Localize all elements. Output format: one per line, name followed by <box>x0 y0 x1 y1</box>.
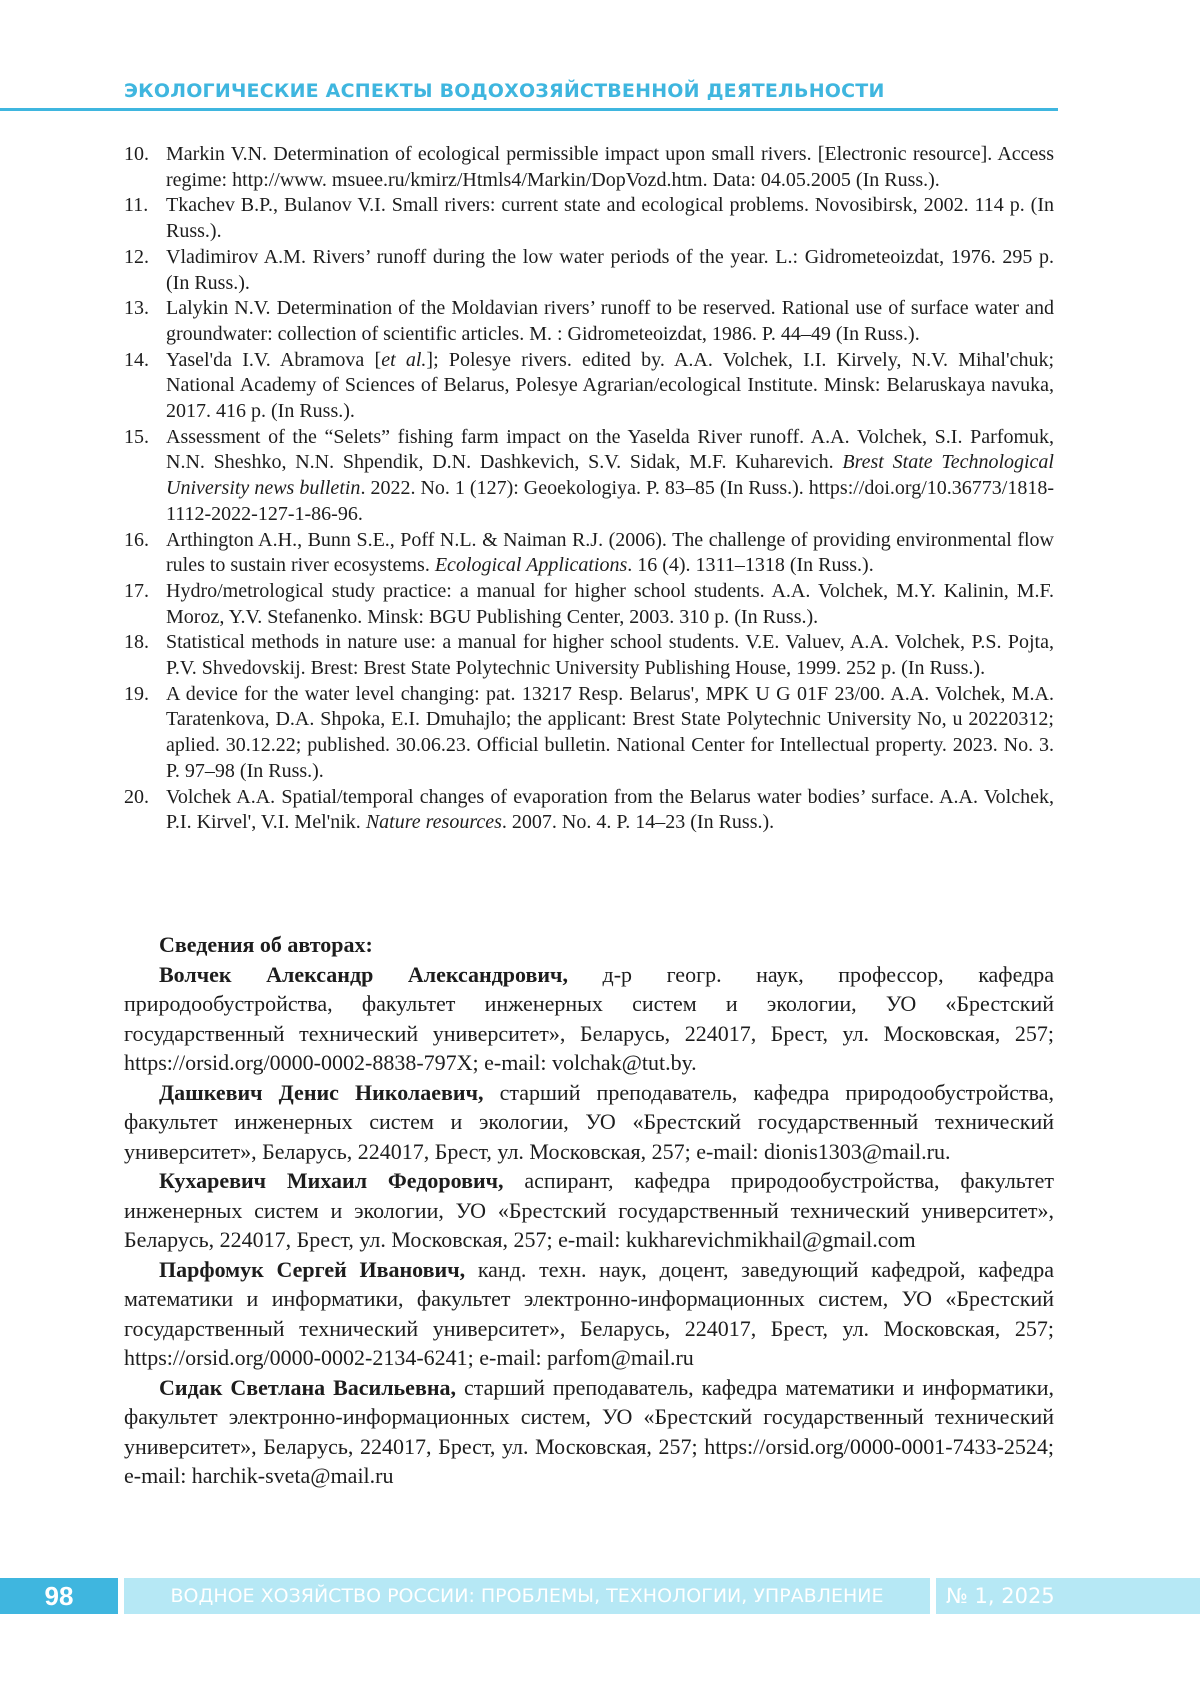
author-name: Дашкевич Денис Николаевич, <box>159 1079 484 1105</box>
reference-text: A device for the water level changing: pat. 13217 Resp. Belarus', MPK U G 01F 23/00. A.A. Volchek, M.A. Taratenkova, D.A. Shpoka, E.I. Dmuhajlo; the applicant: Brest State Polytechnic University No, u 20220312; aplied. 30.12.22; published. 30.06.23. Official bulletin. National Center for Intellectual property. 2023. No. 3. P. 97–98 (In Russ.). <box>166 682 1054 782</box>
reference-italic-text: et al. <box>381 348 427 371</box>
reference-number: 12. <box>124 245 149 268</box>
reference-number: 15. <box>124 425 149 448</box>
author-entry <box>124 960 1054 1078</box>
reference-item <box>124 785 1054 836</box>
author-details: старший преподаватель, кафедра природообустройства, факультет инженерных систем и экологии, УО «Брестский государственный технический университет», Беларусь, 224017, Брест, ул. Московская, 257; e-mail: dionis1303@mail.ru. <box>124 1079 1054 1164</box>
page-number: 98 <box>0 1578 118 1614</box>
author-name: Волчек Александр Александрович, <box>159 961 568 987</box>
author-entry <box>124 1373 1054 1491</box>
reference-number: 11. <box>124 194 149 217</box>
authors-section <box>124 930 1054 1491</box>
author-details: д-р геогр. наук, профессор, кафедра природообустройства, факультет инженерных систем и экологии, УО «Брестский государственный технический университет», Беларусь, 224017, Брест, ул. Московская, 257; https://orsid.org/0000-0002-8838-797X; e-mail: volchak@tut.by. <box>124 961 1054 1075</box>
reference-number: 10. <box>124 143 149 165</box>
reference-text: . 2007. No. 4. P. 14–23 (In Russ.). <box>501 811 775 834</box>
reference-text: Vladimirov A.M. Rivers’ runoff during the low water periods of the year. L.: Gidrometeoizdat, 1976. 295 p. (In Russ.). <box>166 245 1054 294</box>
reference-text: Assessment of the “Selets” fishing farm impact on the Yaselda River runoff. A.A. Volchek, S.I. Parfomuk, N.N. Sheshko, N.N. Shpendik, D.N. Dashkevich, S.V. Sidak, M.F. Kuharevich. <box>166 425 1054 474</box>
reference-item <box>124 348 1054 425</box>
reference-text: . 2022. No. 1 (127): Geoekologiya. P. 83–85 (In Russ.). https://doi.org/10.36773/1818-1112-2022-127-1-86-96. <box>166 477 1054 525</box>
reference-italic-text: Brest State Technological University news bulletin <box>166 451 1054 500</box>
author-details: аспирант, кафедра природообустройства, факультет инженерных систем и экологии, УО «Брестский государственный технический университет», Беларусь, 224017, Брест, ул. Московская, 257; e-mail: kukharevichmikhail@gmail.com <box>124 1168 1054 1252</box>
reference-italic-text: Nature resources <box>365 811 502 834</box>
reference-item <box>124 579 1054 630</box>
author-name: Парфомук Сергей Иванович, <box>159 1256 466 1282</box>
reference-number: 13. <box>124 297 149 320</box>
reference-number: 19. <box>124 682 149 705</box>
reference-number: 18. <box>124 631 149 654</box>
running-header-title: ЭКОЛОГИЧЕСКИЕ АСПЕКТЫ ВОДОХОЗЯЙСТВЕННОЙ ДЕЯТЕЛЬНОСТИ <box>124 80 885 102</box>
issue-label: № 1, 2025 <box>936 1578 1200 1614</box>
author-entry <box>124 1255 1054 1373</box>
reference-text: Statistical methods in nature use: a manual for higher school students. V.E. Valuev, A.A. Volchek, P.S. Pojta, P.V. Shvedovskij. Brest: Brest State Polytechnic University Publishing House, 1999. 252 p. (In Russ.). <box>166 631 1054 680</box>
reference-text: . 16 (4). 1311–1318 (In Russ.). <box>627 554 874 577</box>
reference-item <box>124 296 1054 347</box>
author-entry <box>124 1166 1054 1255</box>
reference-text: Yasel'da I.V. Abramova [ <box>166 348 382 371</box>
reference-number: 16. <box>124 528 149 551</box>
author-details: канд. техн. наук, доцент, заведующий кафедрой, кафедра математики и информатики, факультет электронно-информационных систем, УО «Брестский государственный технический университет», Беларусь, 224017, Брест, ул. Московская, 257; https://orsid.org/0000-0002-2134-6241; e-mail: parfom@mail.ru <box>124 1256 1054 1370</box>
reference-item <box>124 682 1054 785</box>
reference-text: Arthington A.H., Bunn S.E., Poff N.L. & Naiman R.J. (2006). The challenge of providing environmental flow rules to sustain river ecosystems. <box>166 528 1054 577</box>
reference-item <box>124 142 1054 193</box>
reference-text: ]; Polesye rivers. edited by. A.A. Volchek, I.I. Kirvely, N.V. Mihal'chuk; National Academy of Sciences of Belarus, Polesye Agrarian/ecological Institute. Minsk: Belaruskaya navuka, 2017. 416 p. (In Russ.). <box>166 348 1054 423</box>
reference-text: Lalykin N.V. Determination of the Moldavian rivers’ runoff to be reserved. Rational use of surface water and groundwater: collection of scientific articles. M. : Gidrometeoizdat, 1986. P. 44–49 (In Russ.). <box>166 297 1054 345</box>
author-name: Сидак Светлана Васильевна, <box>159 1374 457 1400</box>
reference-item <box>124 245 1054 296</box>
reference-italic-text: Ecological Applications <box>434 554 628 577</box>
reference-item <box>124 528 1054 579</box>
reference-number: 20. <box>124 785 149 808</box>
reference-item <box>124 425 1054 528</box>
reference-number: 14. <box>124 348 149 371</box>
author-list <box>124 960 1054 1491</box>
reference-list <box>124 142 1054 836</box>
author-entry <box>124 1078 1054 1167</box>
reference-item <box>124 193 1054 244</box>
author-name: Кухаревич Михаил Федорович, <box>159 1168 504 1193</box>
author-details: старший преподаватель, кафедра математики и информатики, факультет электронно-информационных систем, УО «Брестский государственный технический университет», Беларусь, 224017, Брест, ул. Московская, 257; https://orsid.org/0000-0001-7433-2524; e-mail: harchik-sveta@mail.ru <box>124 1374 1055 1488</box>
authors-heading: Сведения об авторах: <box>159 932 373 957</box>
reference-text: Tkachev B.P., Bulanov V.I. Small rivers: current state and ecological problems. Novosibirsk, 2002. 114 p. (In Russ.). <box>166 194 1054 243</box>
reference-text: Hydro/metrological study practice: a manual for higher school students. A.A. Volchek, M.Y. Kalinin, M.F. Moroz, Y.V. Stefanenko. Minsk: BGU Publishing Center, 2003. 310 p. (In Russ.). <box>166 579 1054 628</box>
journal-title: ВОДНОЕ ХОЗЯЙСТВО РОССИИ: ПРОБЛЕМЫ, ТЕХНОЛОГИИ, УПРАВЛЕНИЕ <box>124 1578 930 1614</box>
reference-item <box>124 630 1054 681</box>
reference-number: 17. <box>124 579 149 602</box>
reference-text: Markin V.N. Determination of ecological permissible impact upon small rivers. [Electronic resource]. Access regime: http://www. msuee.ru/kmirz/Htmls4/Markin/DopVozd.htm. Data: 04.05.2005 (In Russ.). <box>166 143 1054 191</box>
reference-text: Volchek A.A. Spatial/temporal changes of evaporation from the Belarus water bodies’ surface. A.A. Volchek, P.I. Kirvel', V.I. Mel'nik. <box>166 785 1054 834</box>
header-divider <box>0 108 1058 111</box>
